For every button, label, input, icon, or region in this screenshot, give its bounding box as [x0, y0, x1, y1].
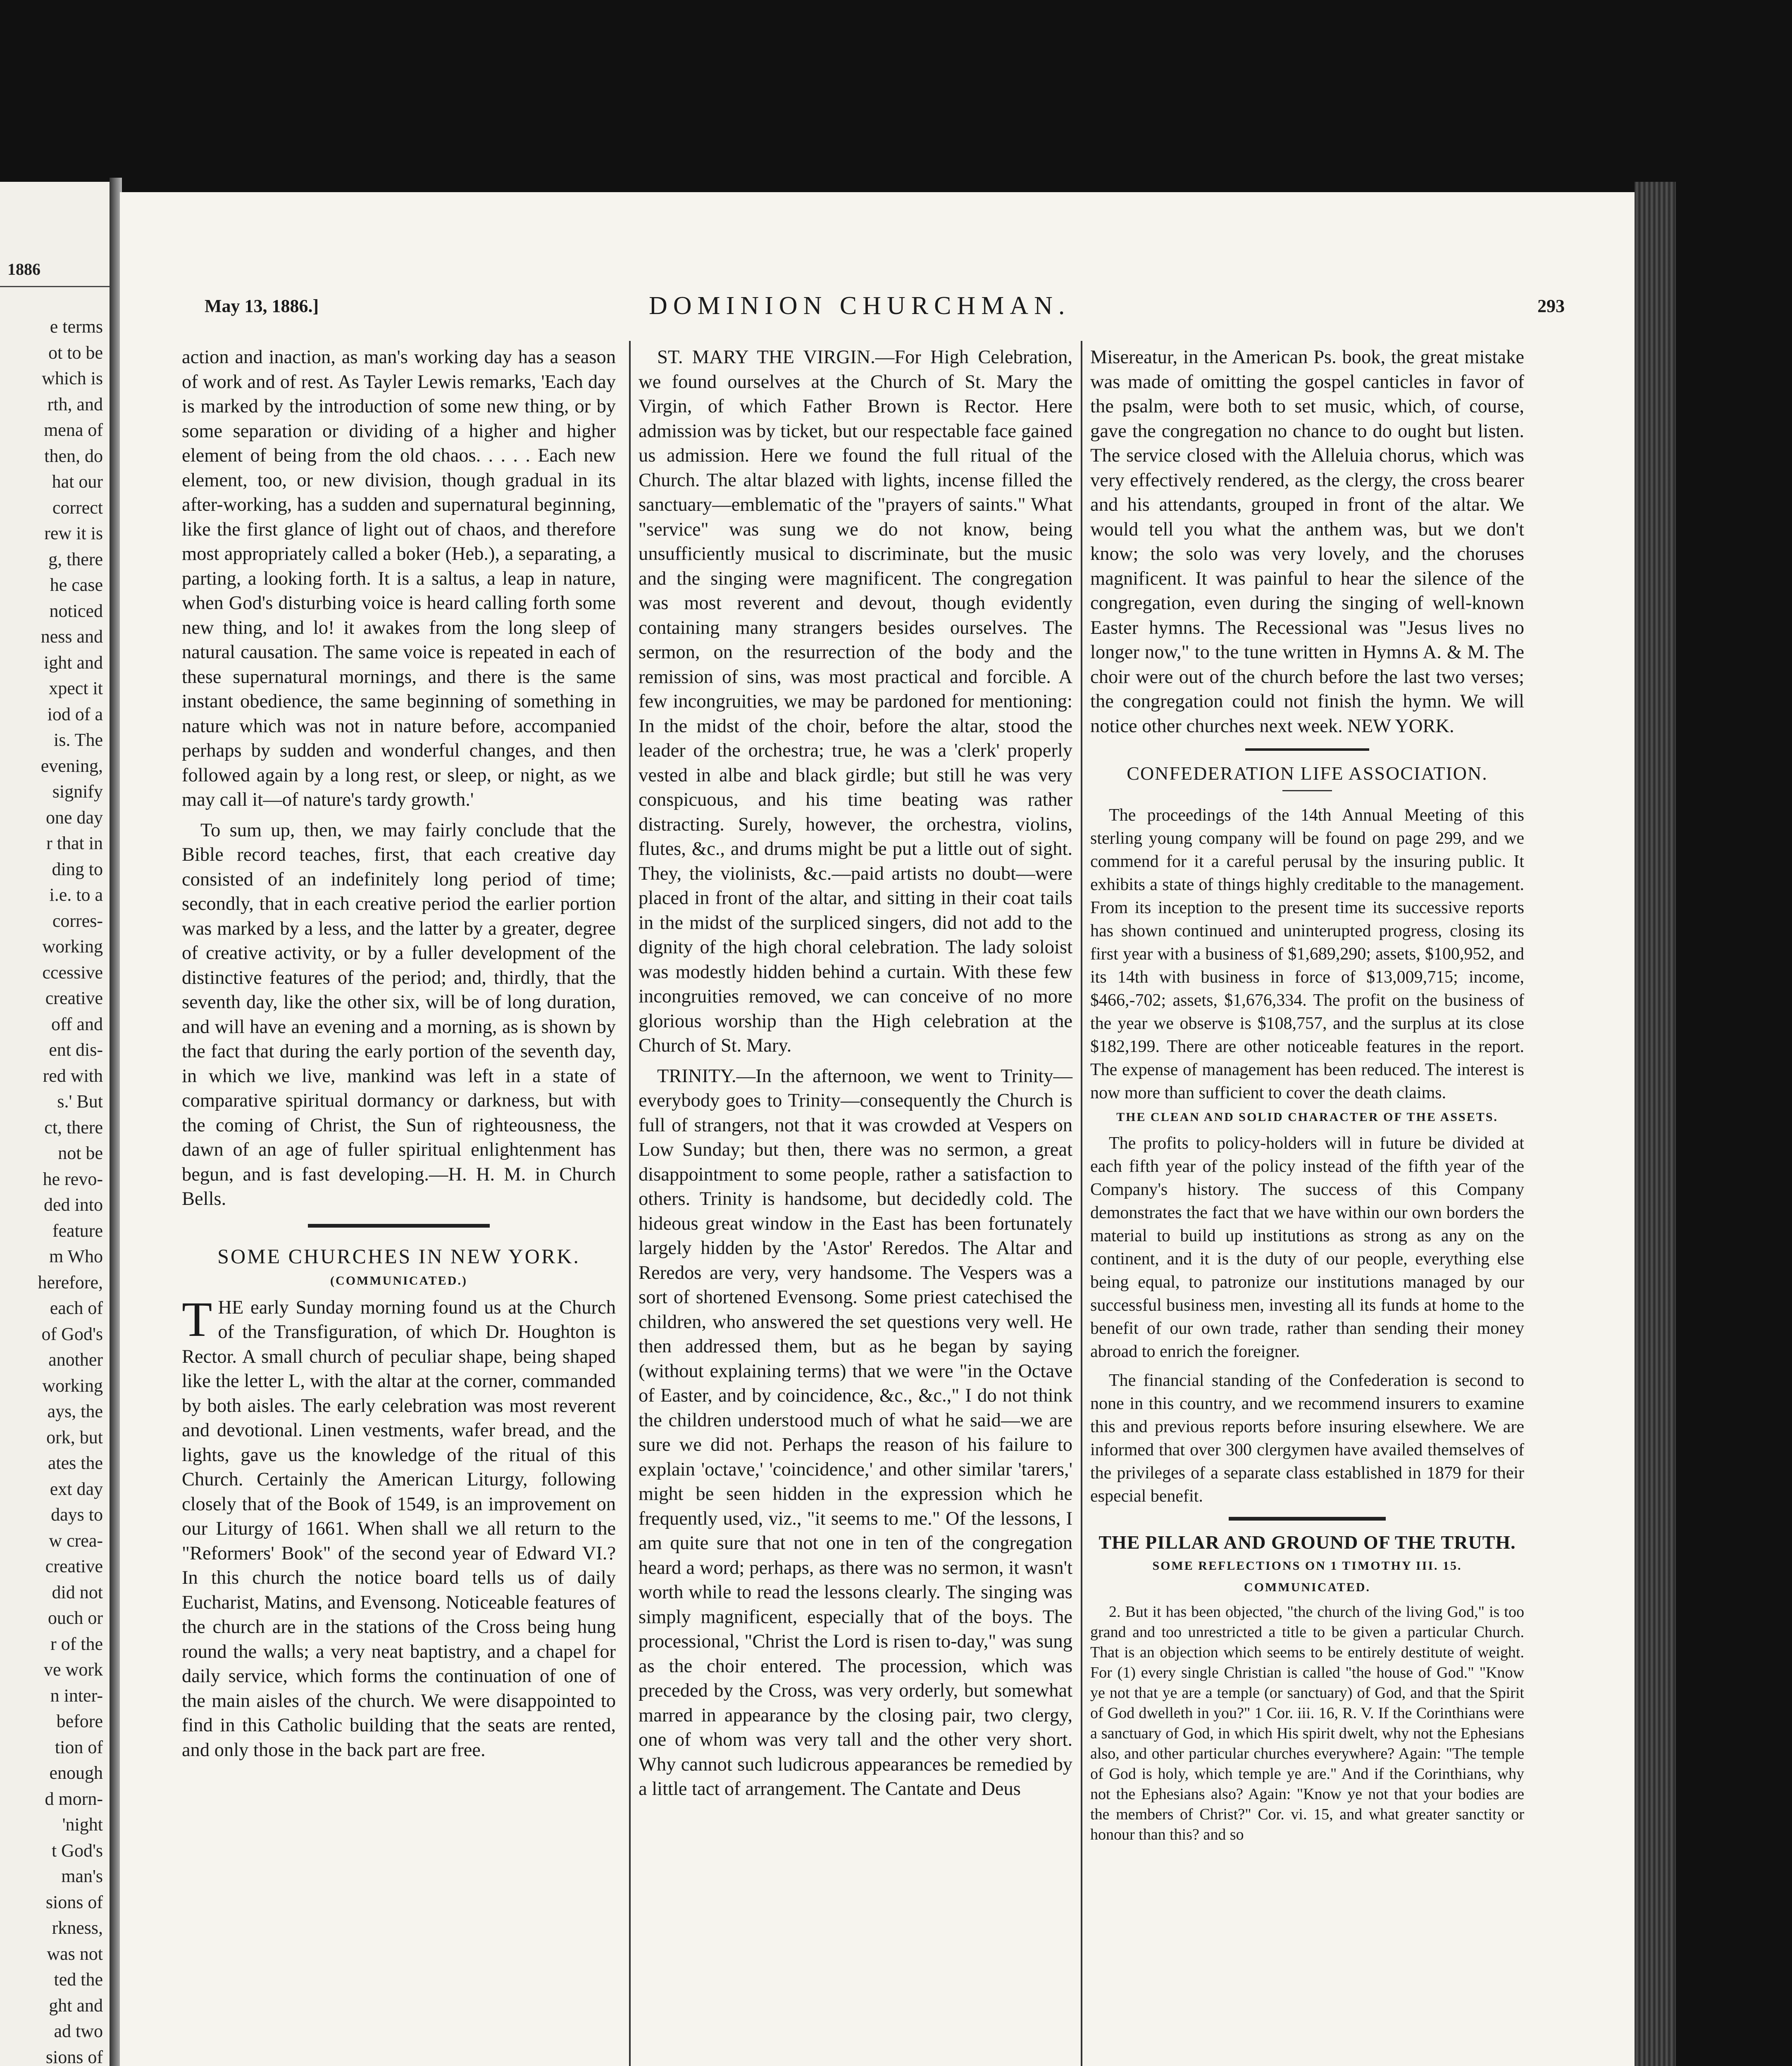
previous-page-line: another: [48, 1350, 103, 1370]
previous-page-line: not be: [58, 1143, 103, 1163]
previous-page-line: n inter-: [50, 1685, 103, 1706]
communicated-label: COMMUNICATED.: [1244, 1580, 1370, 1594]
previous-page-line: days to: [51, 1504, 103, 1525]
previous-page-line: iod of a: [47, 704, 103, 724]
column-1: [182, 345, 616, 1768]
column-divider: [629, 341, 631, 2066]
previous-page-line: e terms: [50, 317, 103, 337]
previous-page-line: he revo-: [43, 1169, 103, 1189]
col1-paragraph-2: To sum up, then, we may fairly conclude that the Bible record teaches, first, that each creative day consisted of an indefinitely long period of time; secondly, that in each creative period the earlier portion was marked by a less, and the latter by a greater, degree of creative activity, or by a fuller development of the distinctive features of the period; and, thirdly, that the seventh day, like the other six, will be of long duration, and will have an evening and a morning, as is shown by the fact that during the early portion of the seventh day, in which we live, mankind was left in a state of comparative spiritual dormancy or darkness, but with the coming of Christ, the Sun of righteousness, the dawn of an age of fuller spiritual enlightenment has begun, and is fast developing.—H. H. M. in Church Bells.: [182, 819, 616, 1209]
newspaper-page: [120, 192, 1635, 2066]
section-rule: [308, 1224, 490, 1228]
previous-page-line: man's: [61, 1866, 103, 1886]
previous-page-line: ext day: [50, 1478, 103, 1499]
assets-subheading: THE CLEAN AND SOLID CHARACTER OF THE ASSETS.: [1116, 1110, 1498, 1124]
previous-page-line: s.' But: [57, 1091, 103, 1112]
previous-page-line: ork, but: [46, 1427, 103, 1447]
col2-paragraph-2: TRINITY.—In the afternoon, we went to Trinity—everybody goes to Trinity—consequently the Church is full of strangers, not that it was crowded at Vespers on Low Sunday; but then, there was no sermon, a great disappointment to some people, rather a satisfaction to others. Trinity is handsome, but decidedly cold. The hideous great window in the East has been fortunately largely hidden by the 'Astor' Reredos. The Altar and Reredos are very, very handsome. The Vespers was a sort of shortened Evensong. Some priest catechised the children, who answered the set questions very well. He then addressed them, but as he began by saying (without explaining terms) that we were "in the Octave of Easter, and by coincidence, &c., &c.," I do not think the children understood much of what he said—we are sure we did not. Perhaps the reason of his failure to explain 'octave,' 'coincidence,' and other similar 'tarers,' might be seen hidden in the expression which he frequently used, viz., "it seems to me." Of the lessons, I am quite sure that not one in ten of the congregation heard a word; perhaps, as there was no sermon, it wasn't worth while to read the lessons clearly. The singing was simply magnificent, especially that of the boys. The processional, "Christ the Lord is risen to-day," was sung as the choir entered. The procession, which was preceded by the Cross, was very orderly, but somewhat marred in appearance by the closing pair, two clergy, one of whom was very tall and the other very short. Why cannot such ludicrous appearances be remedied by a little tact of arrangement. The Cantate and Deus: [639, 1065, 1072, 1799]
previous-page-line: ted the: [54, 1969, 103, 1990]
previous-page-line: i.e. to a: [49, 885, 103, 905]
previous-page-line: g, there: [48, 549, 103, 569]
header-title: DOMINION CHURCHMAN.: [649, 292, 1071, 320]
previous-page-line: ight and: [44, 652, 103, 673]
previous-page-line: sions of: [45, 2047, 103, 2066]
previous-page-line: off and: [51, 1014, 103, 1034]
previous-page-line: t God's: [51, 1840, 103, 1861]
previous-page-line: ct, there: [44, 1117, 103, 1138]
previous-page-rule: [0, 286, 110, 287]
previous-page-line: did not: [52, 1582, 103, 1602]
previous-page-line: rew it is: [44, 523, 103, 543]
previous-page-line: rth, and: [47, 394, 103, 414]
col3-paragraph-3: The profits to policy-holders will in future be divided at each fifth year of the policy instead of the fifth year of the Company's history. The success of this Company demonstrates the fact that we have within our own borders the material to build up institutions as strong as any on the continent, and it is the duty of our people, everything else being equal, to patronize our institutions managed by our successful business men, investing all its funds at home to the benefit of our own trade, rather than sending their money abroad to enrich the foreigner.: [1090, 1134, 1524, 1361]
col3-paragraph-4: The financial standing of the Confederation is second to none in this country, and we recommend insurers to examine this and previous reports before insuring elsewhere. We are informed that over 300 clergymen have availed themselves of the privileges of a separate class established in 1879 for their especial benefit.: [1090, 1371, 1524, 1506]
communicated-label: (COMMUNICATED.): [330, 1273, 467, 1288]
previous-page-line: herefore,: [38, 1272, 103, 1292]
previous-page-line: xpect it: [49, 678, 103, 698]
previous-page-line: which is: [42, 368, 103, 388]
short-rule: [1282, 790, 1332, 791]
previous-page-line: 'night: [62, 1814, 103, 1835]
col3-paragraph-5: 2. But it has been objected, "the church of the living God," is too grand and too unrestricted a title to be given a particular Church. That is an objection which seems to be entirely destitute of weight. For (1) every single Christian is called "the house of God." "Know ye not that ye are a temple (or sanctuary) of God, and that the Spirit of God dwelleth in you?" 1 Cor. iii. 16, R. V. If the Corinthians were a sanctuary of God, in which His spirit dwelt, why not the Ephesians also, and other particular churches everywhere? Again: "The temple of God is holy, which temple ye are." And if the Corinthians, why not the Ephesians also? Again: "Know ye not that your bodies are the members of Christ?" Cor. vi. 15, and what greater sanctity or honour than this? and so: [1090, 1603, 1524, 1843]
reflections-subheading: SOME REFLECTIONS ON 1 TIMOTHY III. 15.: [1152, 1559, 1462, 1573]
previous-page-line: d morn-: [45, 1788, 103, 1809]
previous-page-line: he case: [50, 575, 103, 595]
previous-page-line: rkness,: [52, 1918, 103, 1938]
col1-paragraph-3: THE early Sunday morning found us at the Church of the Transfiguration, of which Dr. Houghton is Rector. A small church of peculiar shape, being shaped like the letter L, with the altar at the corner, commanded by both aisles. The early celebration was most reverent and devotional. Linen vestments, wafer bread, and the lights, gave us the knowledge of the ritual of this Church. Certainly the American Liturgy, following closely that of the Book of 1549, is an improvement on our Liturgy of 1661. When shall we all return to the "Reformers' Book" of the second year of Edward VI.? In this church the notice board tells us of daily Eucharist, Matins, and Evensong. Noticeable features of the church are in the stations of the Cross being hung round the walls; a very neat baptistry, and a chapel for daily service, which forms the continuation of one of the main aisles of the church. We were disappointed to find in this Catholic building that the seats are rented, and only those in the back part are free.: [182, 1291, 616, 1761]
previous-page-line: r that in: [46, 833, 103, 853]
previous-page-line: ates the: [48, 1453, 103, 1473]
previous-page-line: is. The: [54, 730, 103, 750]
previous-page-year: 1886: [7, 260, 41, 278]
previous-page-line: correct: [52, 497, 103, 518]
previous-page-line: corres-: [52, 910, 103, 931]
article-heading-churches: SOME CHURCHES IN NEW YORK.: [217, 1244, 580, 1268]
col3-paragraph-2: The proceedings of the 14th Annual Meeting of this sterling young company will be found on page 299, and we commend for it a careful perusal by the insuring public. It exhibits a state of things highly creditable to the management. From its inception to the present time its successive reports has shown continued and uninterupted progress, closing its first year with a business of $1,689,290; assets, $100,952, and its 14th with business in force of $13,009,715; income, $466,-702; assets, $1,676,334. The profit on the business of the year we observe is $108,757, and the surplus at its close $182,199. There are other noticeable features in the report. The expense of management has been reduced. The interest is now more than sufficient to cover the death claims.: [1090, 806, 1524, 1102]
col1-paragraph-1: action and inaction, as man's working day has a season of work and of rest. As Tayler Lewis remarks, 'Each day is marked by the introduction of some new thing, or by some separation or dividing of a higher and higher element of being from the old chaos. . . . . Each new element, too, or new division, though gradual in its after-working, has a sudden and supernatural beginning, like the first glance of light out of chaos, and therefore most appropriately called a boker (Heb.), a separating, a parting, a looking forth. It is a saltus, a leap in nature, when God's disturbing voice is heard calling forth some new thing, and lo! it awakes from the long sleep of natural causation. The same voice is repeated in each of these supernatural mornings, and there is the same instant obedience, the same beginning of something in nature which was not in nature before, accompanied perhaps by sudden and wonderful changes, and then followed again by a long rest, or sleep, or night, as we may call it—of nature's tardy growth.': [182, 347, 616, 810]
previous-page-line: ad two: [54, 2021, 103, 2041]
previous-page-line: evening,: [41, 755, 103, 776]
previous-page-line: one day: [45, 807, 103, 828]
previous-page-fragment: [0, 182, 110, 2066]
previous-page-line: each of: [50, 1298, 103, 1318]
previous-page-line: mena of: [44, 420, 103, 440]
previous-page-line: creative: [45, 1556, 103, 1576]
previous-page-line: m Who: [49, 1246, 103, 1266]
column-divider: [1081, 341, 1082, 2066]
previous-page-line: sions of: [45, 1892, 103, 1912]
col2-paragraph-1: ST. MARY THE VIRGIN.—For High Celebration, we found ourselves at the Church of St. Mary the Virgin, of which Father Brown is Rector. Here admission was by ticket, but our respectable face gained us admission. Here we found the full ritual of the Church. The altar blazed with lights, incense filled the sanctuary—emblematic of the "prayers of saints." What "service" was sung we do not know, being unsufficiently musical to discriminate, but the music and the singing were magnificent. The congregation was most reverent and devout, though evidently containing many strangers besides ourselves. The sermon, on the resurrection of the body and the remission of sins, was most practical and forcible. A few incongruities, we may be pardoned for mentioning: In the midst of the choir, before the altar, stood the leader of the orchestra; true, he was a 'clerk' properly vested in albe and black girdle; but still he was very conspicuous, and his time beating was rather distracting. Surely, however, the orchestra, violins, flutes, &c., and drums might be put a little out of sight. They, the violinists, &c.—paid artists no doubt—were placed in front of the altar, and sitting in their coat tails in the midst of the surpliced singers, did not add to the dignity of the high choral celebration. The lady soloist was modestly hidden behind a curtain. With these few incongruities removed, we can conceive of no more glorious worship than the High celebration at the Church of St. Mary.: [639, 347, 1072, 1056]
previous-page-line: was not: [47, 1943, 103, 1964]
previous-page-line: ght and: [49, 1995, 103, 2016]
previous-page-line: ent dis-: [49, 1040, 103, 1060]
previous-page-line: red with: [43, 1065, 103, 1086]
previous-page-line: feature: [52, 1220, 103, 1241]
previous-page-line: ve work: [44, 1659, 103, 1680]
page-header: [120, 291, 1635, 328]
previous-page-line: of God's: [41, 1323, 103, 1344]
previous-page-line: w crea-: [49, 1530, 103, 1551]
column-2: [639, 345, 1072, 1807]
section-rule: [1245, 748, 1369, 751]
previous-page-text: [38, 314, 103, 2066]
previous-page-line: noticed: [49, 600, 103, 621]
previous-page-line: r of the: [50, 1633, 103, 1654]
previous-page-line: hat our: [52, 471, 103, 492]
previous-page-line: working: [42, 936, 103, 957]
previous-page-line: tion of: [55, 1737, 103, 1757]
previous-page-line: creative: [45, 988, 103, 1008]
previous-page-line: enough: [49, 1763, 103, 1783]
previous-page-line: ot to be: [48, 342, 103, 363]
section-rule: [1229, 1517, 1386, 1521]
previous-page-line: ding to: [52, 859, 103, 879]
previous-page-line: ness and: [41, 626, 103, 647]
article-heading-pillar: THE PILLAR AND GROUND OF THE TRUTH.: [1099, 1532, 1516, 1553]
previous-page-line: ccessive: [42, 962, 103, 983]
header-page-number: 293: [1537, 296, 1565, 316]
previous-page-line: ouch or: [48, 1608, 103, 1628]
previous-page-line: ays, the: [47, 1401, 103, 1421]
header-date: May 13, 1886.]: [205, 296, 319, 316]
previous-page-line: ded into: [44, 1195, 103, 1215]
previous-page-line: then, do: [44, 445, 103, 466]
col3-paragraph-1: Misereatur, in the American Ps. book, the great mistake was made of omitting the gospel canticles in favor of the psalm, were both to set music, which, of course, gave the congregation no chance to do ought but listen. The service closed with the Alleluia chorus, which was very effectively rendered, as the clergy, the cross bearer and his attendants, grouped in front of the altar. We would tell you what the anthem was, but we don't know; the solo was very lovely, and the choruses magnificent. It was painful to hear the silence of the congregation, even during the singing of well-known Easter hymns. The Recessional was "Jesus lives no longer now," to the tune written in Hymns A. & M. The choir were out of the church before the last two verses; the congregation could not finish the hymn. We will notice other churches next week. NEW YORK.: [1090, 347, 1524, 737]
previous-page-line: working: [42, 1375, 103, 1396]
page-stack-edge: [1635, 182, 1676, 2066]
article-heading-confederation: CONFEDERATION LIFE ASSOCIATION.: [1127, 763, 1488, 784]
column-3: [1090, 345, 1524, 1851]
previous-page-line: signify: [52, 781, 103, 802]
previous-page-line: before: [56, 1711, 103, 1731]
